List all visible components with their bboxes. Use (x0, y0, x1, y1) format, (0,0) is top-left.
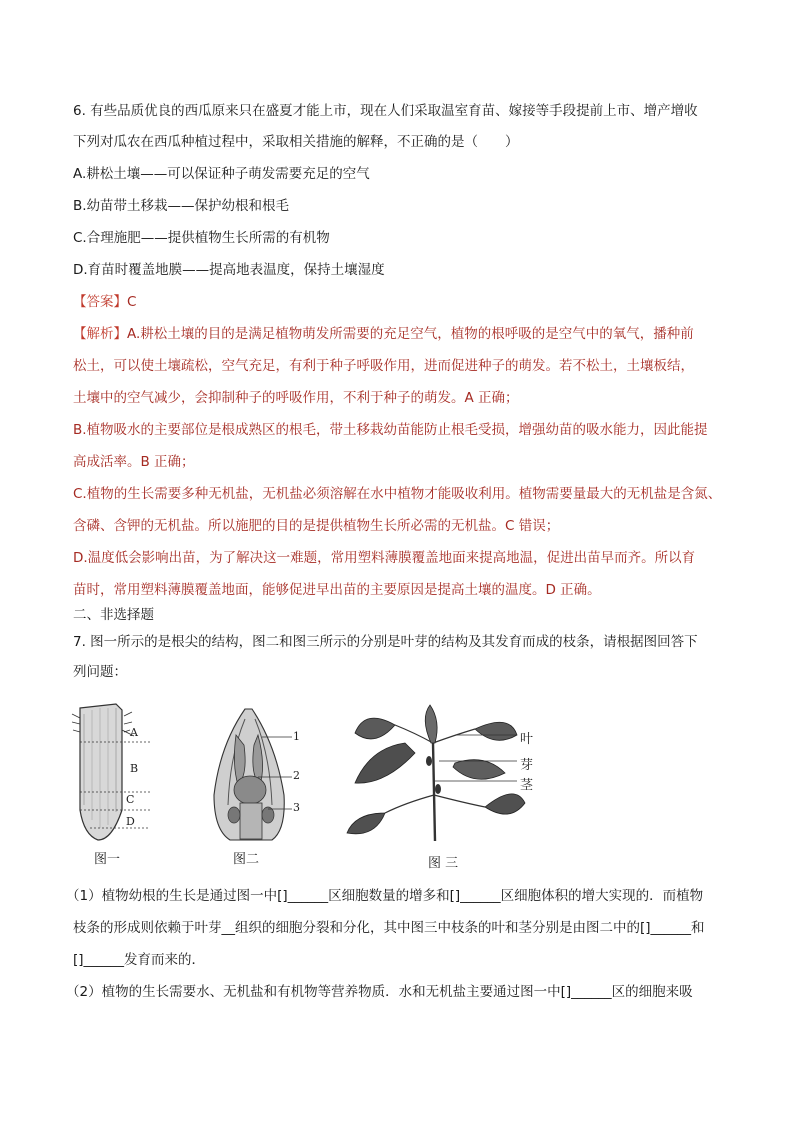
analysis-text: A.耕松土壤的目的是满足植物萌发所需要的充足空气，植物的根呼吸的是空气中的氧气，播种前 (127, 326, 694, 342)
q6-analysis-line6: C.植物的生长需要多种无机盐，无机盐必须溶解在水中植物才能吸收利用。植物需要量最大的无机盐是含氮、 (73, 486, 722, 502)
q6-option-d: D.育苗时覆盖地膜——提高地表温度，保持土壤湿度 (73, 262, 385, 278)
analysis-tag: 【解析】 (73, 326, 127, 342)
q6-analysis-line2: 松土，可以使土壤疏松，空气充足，有利于种子呼吸作用，进而促进种子的萌发。若不松土，土壤板结， (73, 358, 694, 374)
q6-analysis-line5: 高成活率。B 正确； (73, 454, 195, 470)
q7-part1-line3: []______发育而来的． (73, 952, 206, 968)
q6-analysis-line9: 苗时，常用塑料薄膜覆盖地面，能够促进早出苗的主要原因是提高土壤的温度。D 正确。 (73, 582, 601, 598)
q7-part1-line1: （1）植物幼根的生长是通过图一中[]______区细胞数量的增多和[]______区细胞体积的增大实现的．而植物 (66, 888, 704, 904)
q6-answer (73, 292, 136, 312)
fig2-label-2: 2 (293, 769, 300, 782)
q6-analysis-line3: 土壤中的空气减少，会抑制种子的呼吸作用，不利于种子的萌发。A 正确； (73, 390, 519, 406)
q6-analysis-line8: D.温度低会影响出苗，为了解决这一难题，常用塑料薄膜覆盖地面来提高地温，促进出苗早而齐。所以育 (73, 550, 696, 566)
q6-option-b: B.幼苗带土移栽——保护幼根和根毛 (73, 198, 290, 214)
fig3-label-leaf: 叶 (520, 732, 534, 747)
q7-stem-line1: 7. 图一所示的是根尖的结构，图二和图三所示的分别是叶芽的结构及其发育而成的枝条，请根据图回答下 (73, 634, 698, 650)
q7-part1-line2: 枝条的形成则依赖于叶芽__组织的细胞分裂和分化，其中图三中枝条的叶和茎分别是由图二中的[]______和 (73, 920, 705, 936)
q6-option-c: C.合理施肥——提供植物生长所需的有机物 (73, 230, 330, 246)
fig1-label-b: B (130, 762, 139, 775)
q6-stem-line2: 下列对瓜农在西瓜种植过程中，采取相关措施的解释，不正确的是（ ） (73, 134, 519, 150)
q7-stem-line2: 列问题： (73, 664, 127, 680)
figure-root-tip (70, 700, 160, 845)
q6-analysis-line7: 含磷、含钾的无机盐。所以施肥的目的是提供植物生长所必需的无机盐。C 错误； (73, 518, 560, 534)
fig2-label-1: 1 (293, 730, 300, 743)
q6-option-a: A.耕松土壤——可以保证种子萌发需要充足的空气 (73, 166, 370, 182)
q6-analysis-line1 (73, 324, 694, 344)
q7-part2-line1: （2）植物的生长需要水、无机盐和有机物等营养物质．水和无机盐主要通过图一中[]______区的细胞来吸 (66, 984, 693, 1000)
section-heading: 二、非选择题 (73, 607, 154, 623)
fig1-label-c: C (126, 793, 135, 806)
fig2-caption: 图二 (233, 852, 260, 867)
fig3-label-stem: 茎 (520, 778, 534, 793)
fig3-label-bud: 芽 (520, 758, 534, 773)
answer-tag: 【答案】 (73, 294, 127, 310)
fig3-caption: 图 三 (428, 856, 459, 871)
q6-analysis-line4: B.植物吸水的主要部位是根成熟区的根毛，带土移栽幼苗能防止根毛受损，增强幼苗的吸水能力，因此能提 (73, 422, 708, 438)
fig1-label-a: A (130, 726, 138, 739)
fig1-caption: 图一 (94, 852, 121, 867)
figure-branch (345, 703, 530, 843)
answer-value: C (127, 294, 137, 310)
figure-leaf-bud (200, 705, 300, 845)
fig1-label-d: D (126, 815, 135, 828)
fig2-label-3: 3 (293, 801, 300, 814)
q6-stem-line1: 6. 有些品质优良的西瓜原来只在盛夏才能上市，现在人们采取温室育苗、嫁接等手段提前上市、增产增收 (73, 103, 698, 119)
